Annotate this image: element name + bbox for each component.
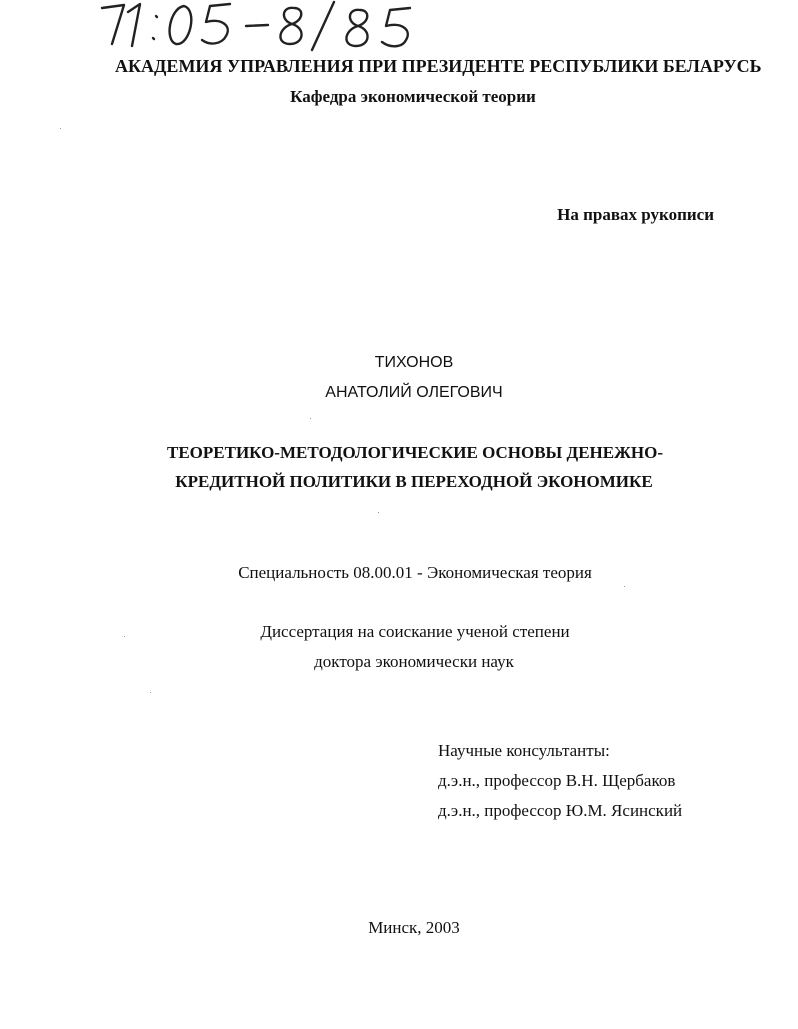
consultants-heading: Научные консультанты: xyxy=(438,741,610,760)
dissertation-degree-line-1: Диссертация на соискание ученой степени xyxy=(260,622,570,641)
dissertation-title-line-2: КРЕДИТНОЙ ПОЛИТИКИ В ПЕРЕХОДНОЙ ЭКОНОМИКЕ xyxy=(175,472,653,491)
specialty: Специальность 08.00.01 - Экономическая теория xyxy=(238,563,592,582)
institution-name: АКАДЕМИЯ УПРАВЛЕНИЯ ПРИ ПРЕЗИДЕНТЕ РЕСПУБЛИКИ БЕЛАРУСЬ xyxy=(115,56,762,76)
author-given-names: АНАТОЛИЙ ОЛЕГОВИЧ xyxy=(325,384,503,401)
handwritten-catalog-number xyxy=(98,0,418,52)
scan-speck xyxy=(624,586,625,587)
scan-speck xyxy=(60,128,61,129)
dissertation-title-line-1: ТЕОРЕТИКО-МЕТОДОЛОГИЧЕСКИЕ ОСНОВЫ ДЕНЕЖНО- xyxy=(166,443,664,462)
dissertation-degree-line-2: доктора экономически наук xyxy=(314,652,514,671)
scan-speck xyxy=(378,512,379,513)
manuscript-rights: На правах рукописи xyxy=(557,205,714,224)
author-surname: ТИХОНОВ xyxy=(374,354,454,371)
consultant-item: д.э.н., профессор Ю.М. Ясинский xyxy=(438,801,683,820)
place-and-year: Минск, 2003 xyxy=(368,918,460,937)
scan-speck xyxy=(150,692,151,693)
consultant-item: д.э.н., профессор В.Н. Щербаков xyxy=(438,771,676,790)
department-name: Кафедра экономической теории xyxy=(290,87,536,106)
scan-speck xyxy=(310,418,311,419)
scan-speck xyxy=(124,636,125,637)
